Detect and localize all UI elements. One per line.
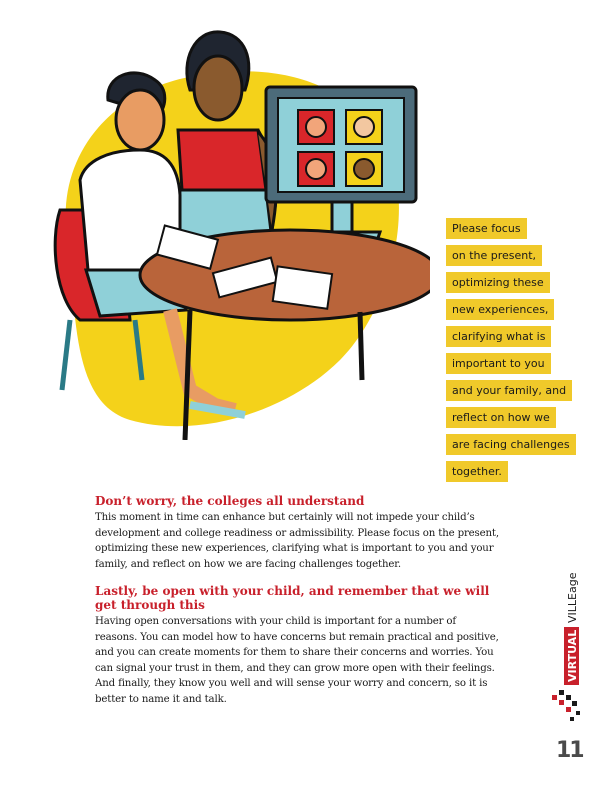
pull-quote-line: optimizing these <box>446 272 550 293</box>
pull-quote-line: new experiences, <box>446 299 554 320</box>
pull-quote-line: reflect on how we <box>446 407 556 428</box>
section-colleges-understand <box>95 494 500 572</box>
pull-quote <box>446 217 586 487</box>
pull-quote-line: are facing challenges <box>446 434 576 455</box>
pull-quote-line: together. <box>446 461 508 482</box>
section-heading: Lastly, be open with your child, and remember that we will get through this <box>95 584 490 612</box>
brand-word-1: VIRTUAL <box>566 629 579 682</box>
pull-quote-line: important to you <box>446 353 551 374</box>
section-body: Having open conversations with your child is important for a number of reasons. You can model how to have concerns but remain practical and positive, and you can create moments for them to share their concerns and worries. You can signal your trust in them, and they can grow more open with their feelings. And finally, they know you well and will sense your worry and concern, so it is better to name it and talk. <box>95 616 499 705</box>
section-be-open <box>95 584 500 707</box>
pull-quote-line: and your family, and <box>446 380 572 401</box>
section-heading: Don’t worry, the colleges all understand <box>95 494 365 508</box>
page-number: 11 <box>556 738 583 763</box>
brand-word-2: VILLEage <box>566 572 579 623</box>
pull-quote-line: clarifying what is <box>446 326 551 347</box>
pixel-mark <box>552 690 580 721</box>
pull-quote-line: Please focus <box>446 218 527 239</box>
section-body: This moment in time can enhance but certainly will not impede your child’s development and college readiness or admissibility. Please focus on the present, optimizing these new experiences, clarifying what is important to you and your family, and reflect on how we are facing challenges together. <box>95 512 499 570</box>
pull-quote-line: on the present, <box>446 245 542 266</box>
virtual-villeage-logo <box>550 545 590 725</box>
video-call-illustration <box>40 20 430 440</box>
